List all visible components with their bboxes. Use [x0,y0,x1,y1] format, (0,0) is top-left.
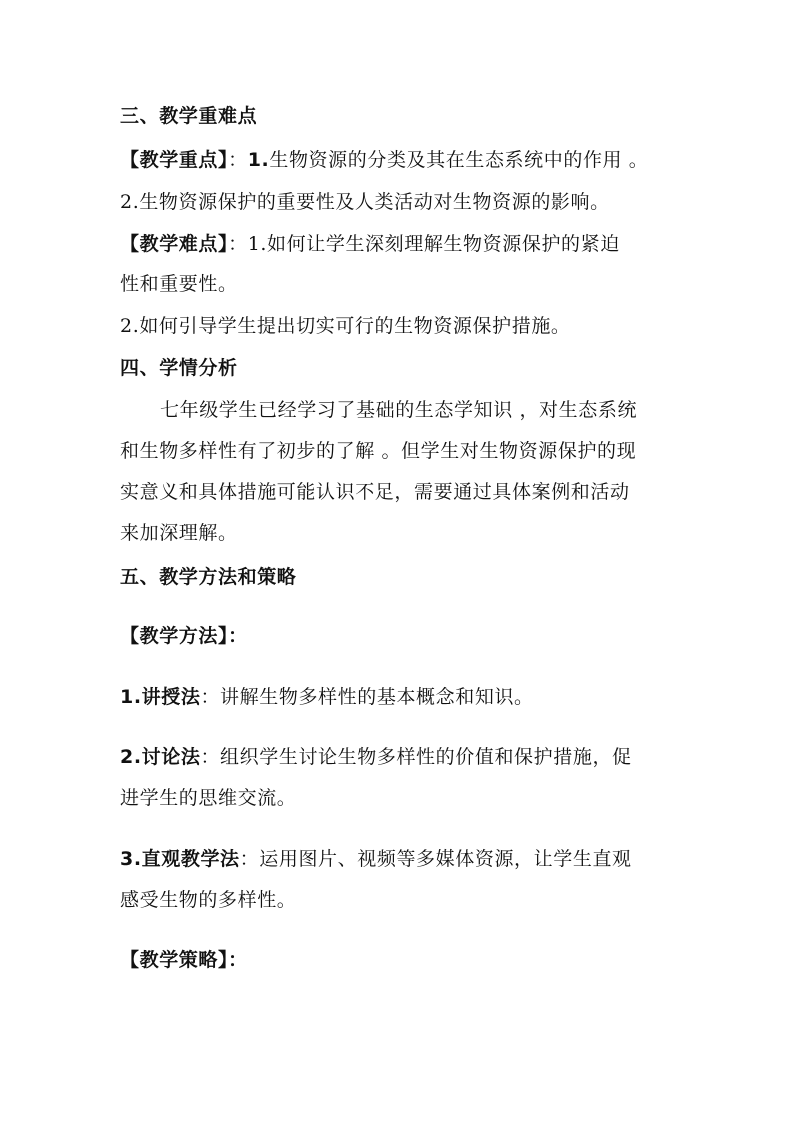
teaching-strategy-label: 【教学策略】： [120,949,248,971]
method-3-continued: 感受生物的多样性。 [120,889,297,911]
key-point-2: 2.生物资源保护的重要性及人类活动对生物资源的影响。 [120,191,610,213]
student-analysis-line-3: 实意义和具体措施可能认识不足，需要通过具体案例和活动 [120,481,630,503]
method-3-text: ：运用图片、视频等多媒体资源，让学生直观 [239,848,632,870]
method-1-line [120,685,534,709]
method-1-label: 1.讲授法 [120,686,201,708]
difficult-point-1-continued: 性和重要性。 [120,273,238,295]
method-2-text: ：组织学生讨论生物多样性的价值和保护措施，促 [200,746,632,768]
method-3-label: 3.直观教学法 [120,848,240,870]
method-2-line [120,745,632,769]
key-point-1-number: 1. [247,149,270,171]
method-2-label: 2.讨论法 [120,746,201,768]
key-points-line [120,148,648,172]
method-2-continued: 进学生的思维交流。 [120,787,297,809]
difficult-points-label: 【教学难点】 [120,233,229,255]
key-points-separator: ： [228,149,248,171]
method-3-line [120,847,632,871]
difficult-points-line [120,232,620,256]
teaching-methods-label: 【教学方法】： [120,625,248,647]
section-heading-methods-strategies: 五、教学方法和策略 [120,566,297,588]
key-point-1-text: 生物资源的分类及其在生态系统中的作用 。 [269,149,649,171]
difficult-point-1-text: ：1.如何让学生深刻理解生物资源保护的紧迫 [228,233,620,255]
section-heading-key-difficult-points: 三、教学重难点 [120,105,258,127]
difficult-point-2: 2.如何引导学生提出切实可行的生物资源保护措施。 [120,315,571,337]
section-heading-student-analysis: 四、学情分析 [120,357,238,379]
student-analysis-line-4: 来加深理解。 [120,522,238,544]
student-analysis-line-2: 和生物多样性有了初步的了解 。但学生对生物资源保护的现 [120,440,637,462]
student-analysis-line-1: 七年级学生已经学习了基础的生态学知识 ，对生态系统 [160,399,638,421]
method-1-text: ：讲解生物多样性的基本概念和知识。 [200,686,534,708]
key-points-label: 【教学重点】 [120,149,229,171]
